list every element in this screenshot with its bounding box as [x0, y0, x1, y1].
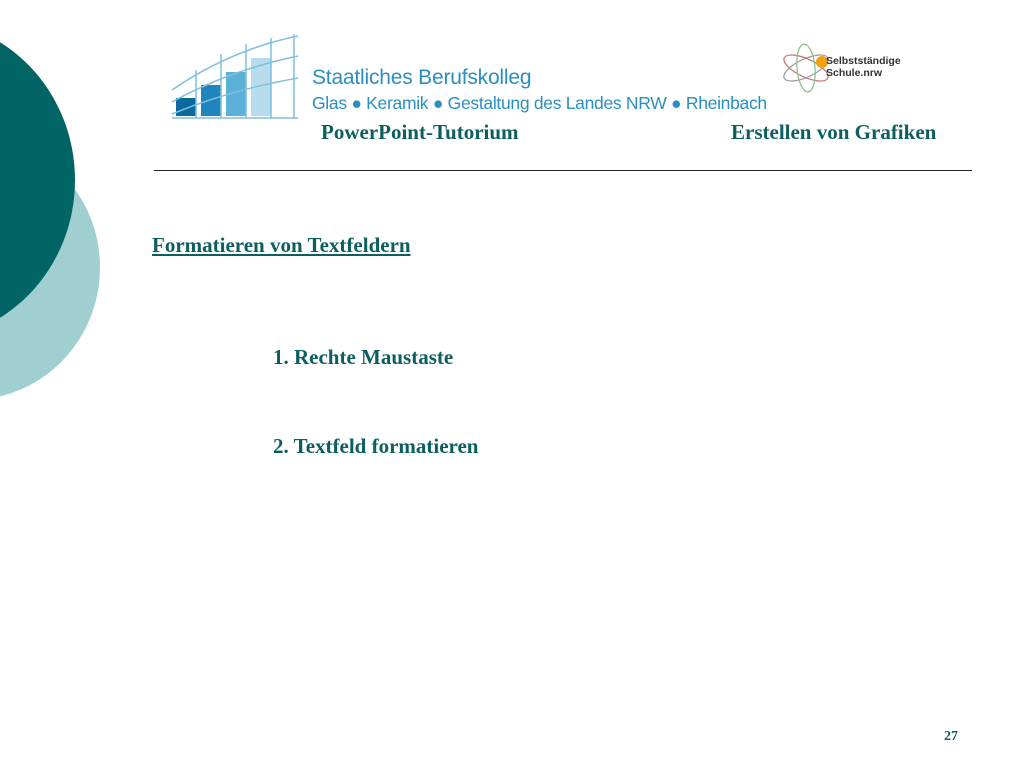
step-item: 2. Textfeld formatieren — [273, 434, 479, 458]
logo-title: Staatliches Berufskolleg — [312, 66, 532, 89]
school-logo-line1: Selbstständige — [826, 55, 901, 67]
header-title: PowerPoint-Tutorium — [321, 120, 519, 144]
logo-subtitle: Glas ● Keramik ● Gestaltung des Landes NRW ● Rheinbach — [312, 93, 767, 113]
school-logo-text — [826, 55, 901, 79]
section-heading: Formatieren von Textfeldern — [152, 233, 411, 257]
header-topic: Erstellen von Grafiken — [731, 120, 937, 144]
step-item: 1. Rechte Maustaste — [273, 345, 454, 369]
page-number: 27 — [944, 729, 958, 744]
selbststaendige-schule-logo — [778, 42, 928, 94]
header-divider — [154, 170, 972, 171]
berufskolleg-logo-icon — [170, 30, 300, 122]
school-logo-line2: Schule.nrw — [826, 67, 883, 79]
